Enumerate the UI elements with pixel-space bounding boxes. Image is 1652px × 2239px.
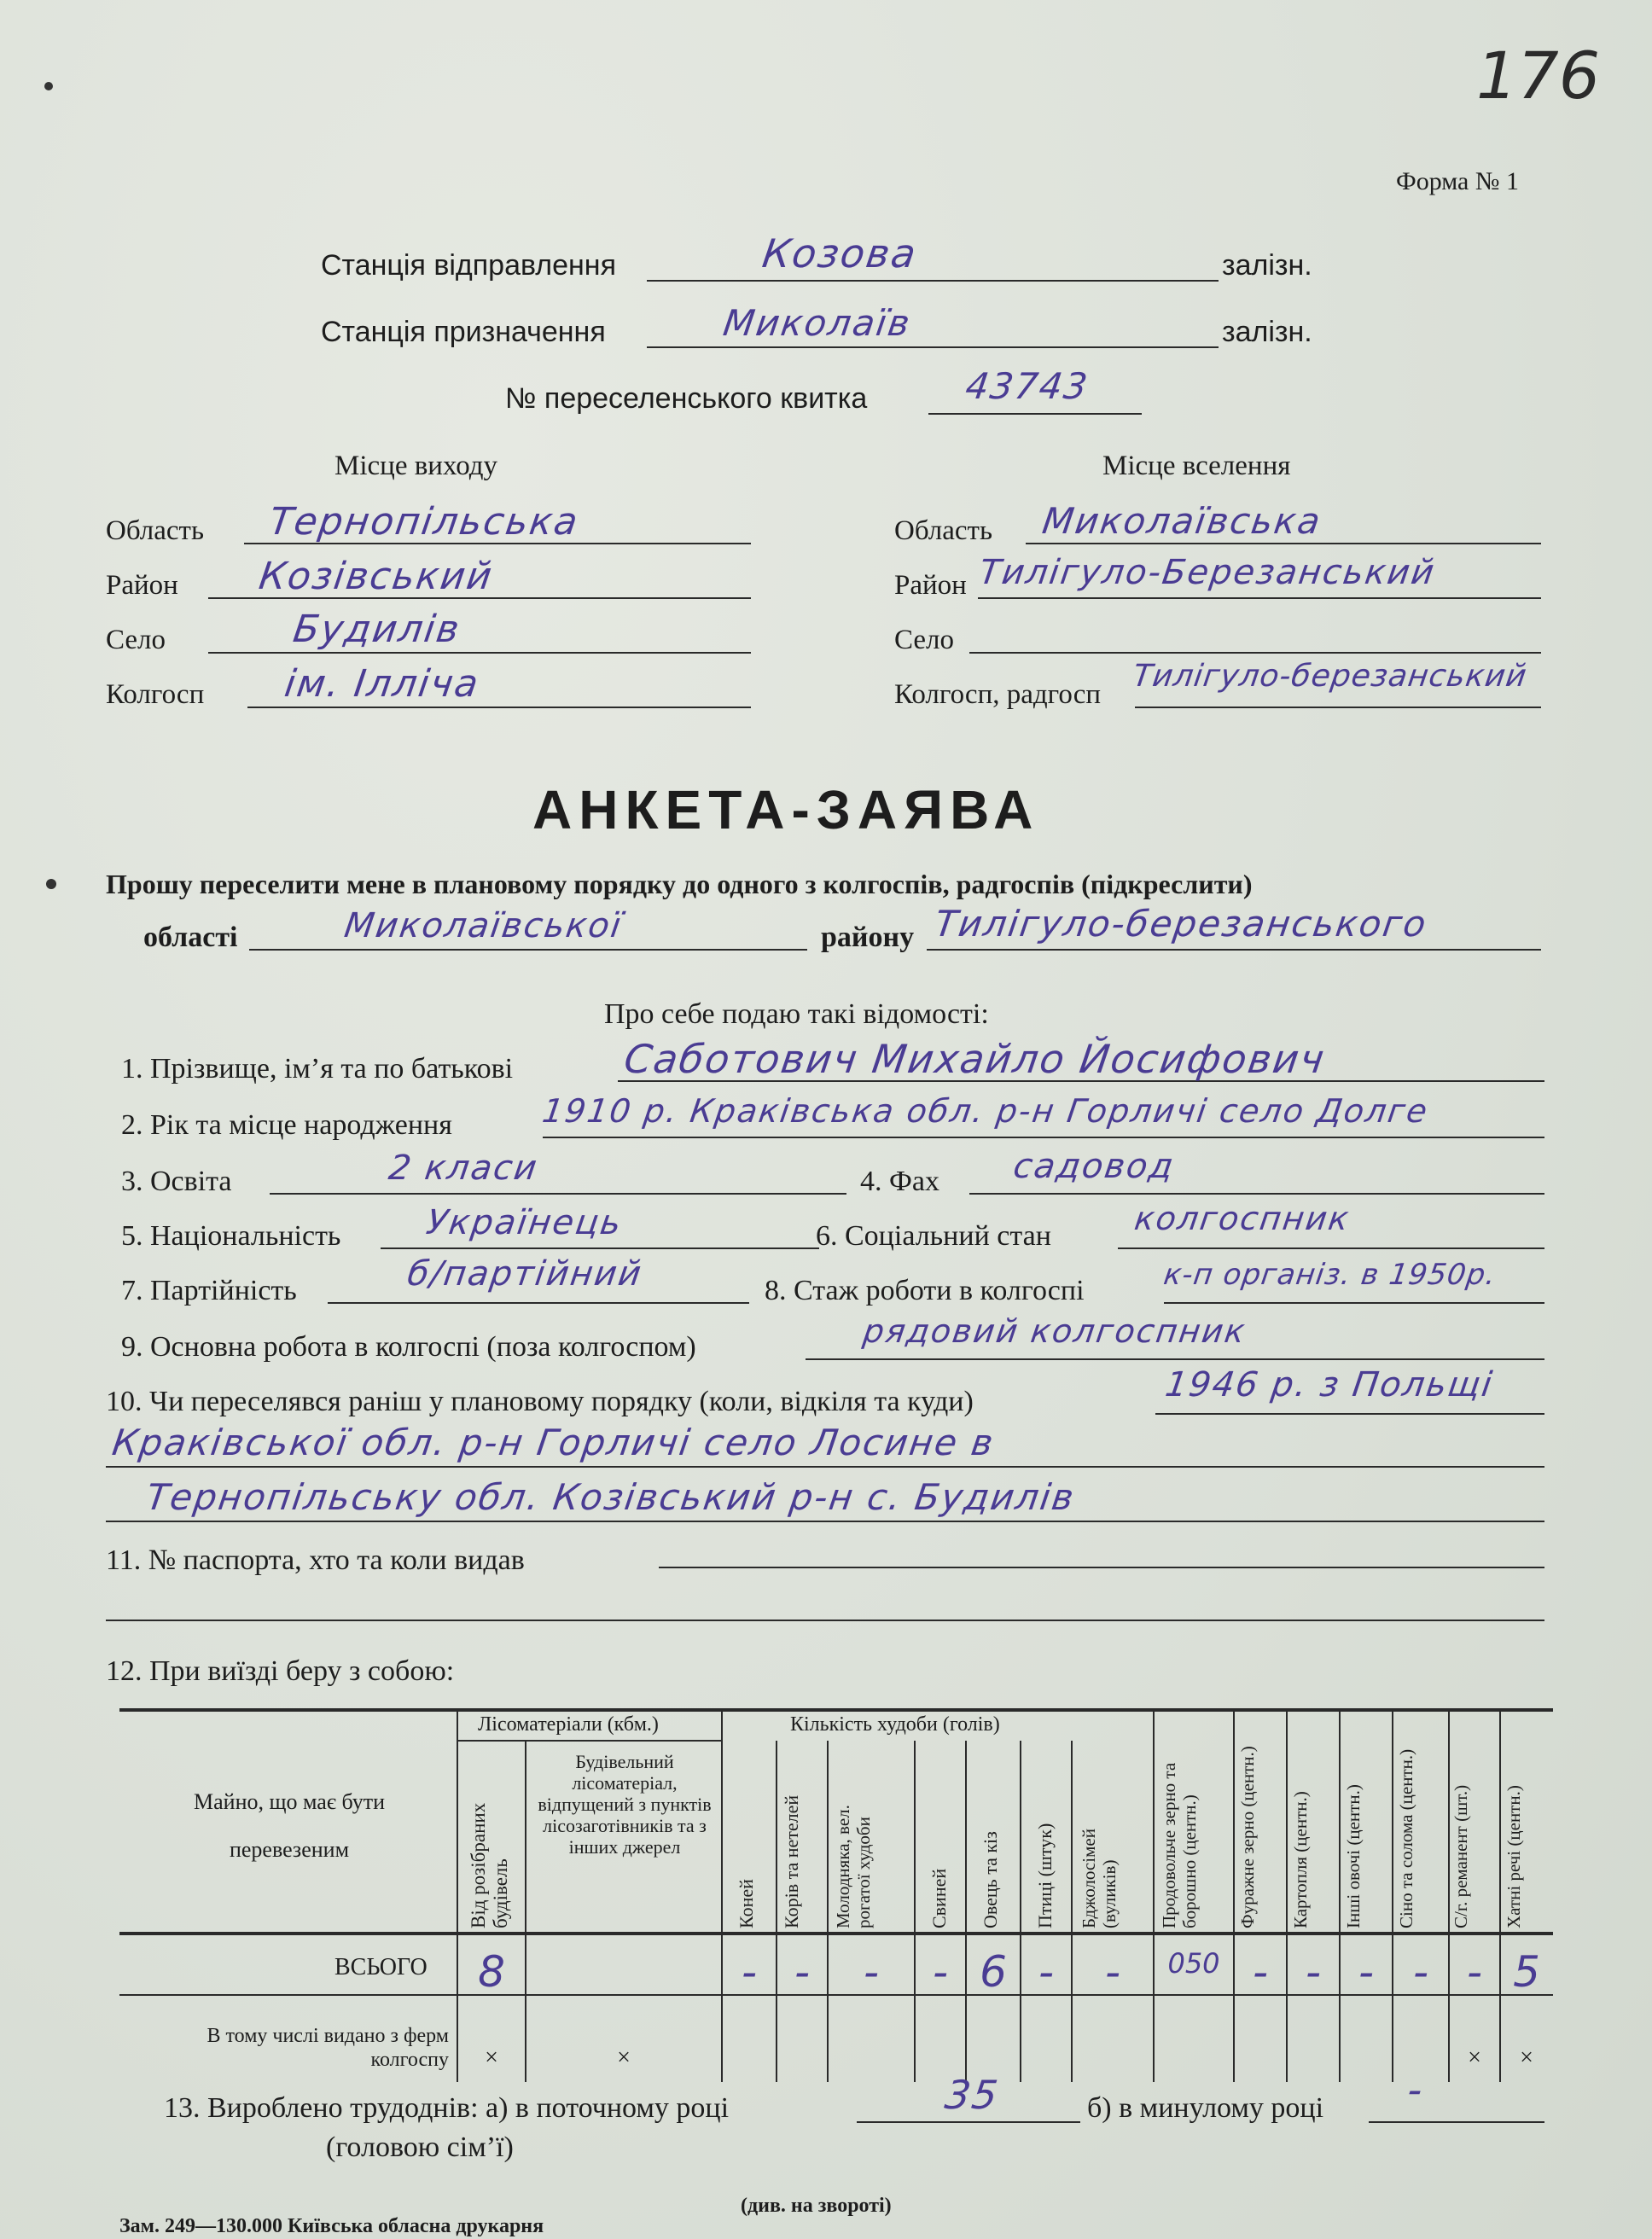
total-cell: 6 — [980, 1947, 1007, 1997]
workdays-previous-value: - — [1405, 2067, 1428, 2113]
departure-rail-suffix: залізн. — [1222, 249, 1312, 282]
total-cell: - — [794, 1947, 811, 1997]
col-hay: Сіно та солома (центн.) — [1396, 1748, 1416, 1928]
field-10-value-a: 1946 р. з Польщі — [1162, 1365, 1497, 1404]
col-pigs: Свиней — [928, 1868, 950, 1928]
row-farm-label — [201, 2024, 449, 2072]
total-cell: - — [1358, 1947, 1375, 1997]
workdays-label: 13. Вироблено трудоднів: а) в поточному році — [164, 2092, 730, 2124]
farm-cell: × — [617, 2044, 631, 2071]
col-cows: Корів та нетелей — [781, 1794, 802, 1928]
field-9-label: 9. Основна робота в колгоспі (поза колгоспом) — [121, 1331, 696, 1363]
workdays-current-value: 35 — [942, 2072, 1003, 2118]
col-tools: С/г. реманент (шт.) — [1451, 1784, 1471, 1928]
destination-oblast-value: Миколаївська — [1039, 500, 1325, 542]
field-7-label: 7. Партійність — [121, 1275, 297, 1306]
workdays-previous-label: б) в минулому році — [1087, 2092, 1324, 2124]
field-2-label: 2. Рік та місце народження — [121, 1109, 452, 1141]
origin-kolhosp-label: Колгосп — [106, 679, 205, 710]
col-birds: Птиці (штук) — [1034, 1823, 1056, 1928]
col-bees: Бджолосімей (вуликів) — [1079, 1829, 1120, 1928]
total-cell: - — [1104, 1947, 1121, 1997]
col-sheep: Овець та кіз — [980, 1831, 1001, 1928]
col-timber-issued: Будівельний лісоматеріал, відпущений з пунктів лісозаготівників та з інших джерел — [538, 1751, 712, 1858]
field-9-value: рядовий колгоспник — [860, 1312, 1249, 1350]
total-cell: - — [863, 1947, 880, 1997]
destination-kolhosp-label: Колгосп, радгосп — [894, 679, 1102, 710]
request-raion-value: Тилігуло-березанського — [932, 903, 1430, 945]
field-10-value-c: Тернопільську обл. Козівський р-н с. Будилів — [143, 1476, 1079, 1518]
field-5-value: Українець — [423, 1203, 625, 1242]
total-cell: - — [932, 1947, 949, 1997]
total-cell: - — [1466, 1947, 1483, 1997]
total-cell: - — [1412, 1947, 1429, 1997]
farm-cell: × — [485, 2044, 498, 2071]
field-10-value-b: Краківської обл. р-н Горличі село Лосине в — [109, 1422, 998, 1463]
intro-text: Про себе подаю такі відомості: — [604, 998, 989, 1030]
destination-kolhosp-value: Тилігуло-березанський — [1131, 659, 1530, 694]
destination-raion-value: Тилігуло-Березанський — [976, 553, 1439, 592]
col-timber-own: Від розібраних будівель — [468, 1802, 511, 1928]
archive-number: 176 — [1476, 38, 1601, 113]
col-potato: Картопля (центн.) — [1290, 1791, 1311, 1928]
total-cell: - — [1252, 1947, 1269, 1997]
ticket-label: № переселенського квитка — [505, 382, 868, 415]
table-group-timber: Лісоматеріали (кбм.) — [478, 1713, 659, 1736]
col-grain: Продовольче зерно та борошно (центн.) — [1159, 1762, 1200, 1928]
col-veg: Інші овочі (центн.) — [1343, 1784, 1364, 1928]
field-6-label: 6. Соціальний стан — [816, 1220, 1051, 1252]
destination-heading: Місце вселення — [1102, 451, 1291, 481]
field-7-value: б/партійний — [404, 1254, 645, 1294]
destination-selo-label: Село — [894, 625, 955, 655]
total-cell: 050 — [1167, 1947, 1220, 1980]
origin-kolhosp-value: ім. Ілліча — [282, 662, 483, 706]
field-4-label: 4. Фах — [860, 1166, 939, 1197]
col-horses: Коней — [736, 1879, 757, 1928]
origin-oblast-label: Область — [106, 515, 205, 546]
destination-rail-suffix: залізн. — [1222, 316, 1312, 348]
workdays-sublabel: (головою сім’ї) — [326, 2131, 514, 2163]
field-4-value: садовод — [1010, 1147, 1178, 1186]
field-1-value: Саботович Михайло Йосифович — [621, 1036, 1329, 1082]
departure-label: Станція відправлення — [321, 249, 616, 282]
destination-raion-label: Район — [894, 570, 967, 601]
request-raion-label: району — [821, 922, 915, 953]
request-oblast-label: області — [143, 922, 238, 953]
field-12-label: 12. При виїзді беру з собою: — [106, 1655, 455, 1687]
workdays-current-line — [857, 2121, 1080, 2123]
form-label: Форма № 1 — [1396, 167, 1519, 195]
request-text: Прошу переселити мене в плановому порядку до одного з колгоспів, радгоспів (підкреслити) — [106, 869, 1253, 899]
col-home: Хатні речі (центн.) — [1504, 1785, 1524, 1928]
table-row-header — [159, 1778, 420, 1874]
table-row-header-text: Майно, що має бути перевезеним — [194, 1789, 385, 1862]
col-young: Молодняка, вел. рогатої худоби — [833, 1805, 874, 1928]
field-5-label: 5. Національність — [121, 1220, 341, 1252]
form-title: АНКЕТА-ЗАЯВА — [532, 779, 1040, 840]
ticket-value: 43743 — [963, 365, 1092, 407]
destination-station-label: Станція призначення — [321, 316, 606, 348]
origin-selo-value: Будилів — [290, 608, 464, 651]
table-group-cattle: Кількість худоби (голів) — [790, 1713, 1000, 1736]
field-2-value: 1910 р. Краківська обл. р-н Горличі село Долге — [539, 1092, 1432, 1130]
see-reverse: (див. на звороті) — [741, 2195, 892, 2217]
printer-line: Зам. 249—130.000 Київська обласна друкарня — [119, 2215, 544, 2237]
field-1-label: 1. Прізвище, ім’я та по батькові — [121, 1053, 514, 1085]
col-fodder: Фуражне зерно (центн.) — [1237, 1746, 1258, 1928]
field-8-value: к-п організ. в 1950р. — [1161, 1258, 1498, 1292]
field-3-label: 3. Освіта — [121, 1166, 232, 1197]
destination-oblast-label: Область — [894, 515, 993, 546]
origin-oblast-value: Тернопільська — [266, 500, 582, 544]
request-oblast-value: Миколаївської — [341, 906, 625, 945]
total-cell: - — [741, 1947, 758, 1997]
origin-raion-value: Козівський — [256, 555, 497, 598]
field-3-value: 2 класи — [386, 1149, 541, 1188]
field-10-label: 10. Чи переселявся раніш у плановому порядку (коли, відкіля та куди) — [106, 1386, 974, 1417]
field-11-label: 11. № паспорта, хто та коли видав — [106, 1544, 525, 1576]
departure-value: Козова — [759, 230, 921, 276]
farm-cell: × — [1468, 2044, 1481, 2071]
workdays-previous-line — [1369, 2121, 1544, 2123]
farm-cell: × — [1520, 2044, 1533, 2071]
total-cell: - — [1038, 1947, 1055, 1997]
total-cell: 8 — [478, 1947, 505, 1997]
field-6-value: колгоспник — [1131, 1200, 1353, 1237]
destination-station-value: Миколаїв — [720, 302, 915, 344]
total-cell: - — [1305, 1947, 1322, 1997]
row-farm-label-text: В тому числі видано з ферм колгоспу — [206, 2025, 449, 2071]
origin-raion-label: Район — [106, 570, 178, 601]
origin-heading: Місце виходу — [334, 451, 498, 481]
row-total-label: ВСЬОГО — [334, 1954, 428, 1980]
total-cell: 5 — [1513, 1947, 1540, 1997]
origin-selo-label: Село — [106, 625, 166, 655]
field-8-label: 8. Стаж роботи в колгоспі — [765, 1275, 1085, 1306]
